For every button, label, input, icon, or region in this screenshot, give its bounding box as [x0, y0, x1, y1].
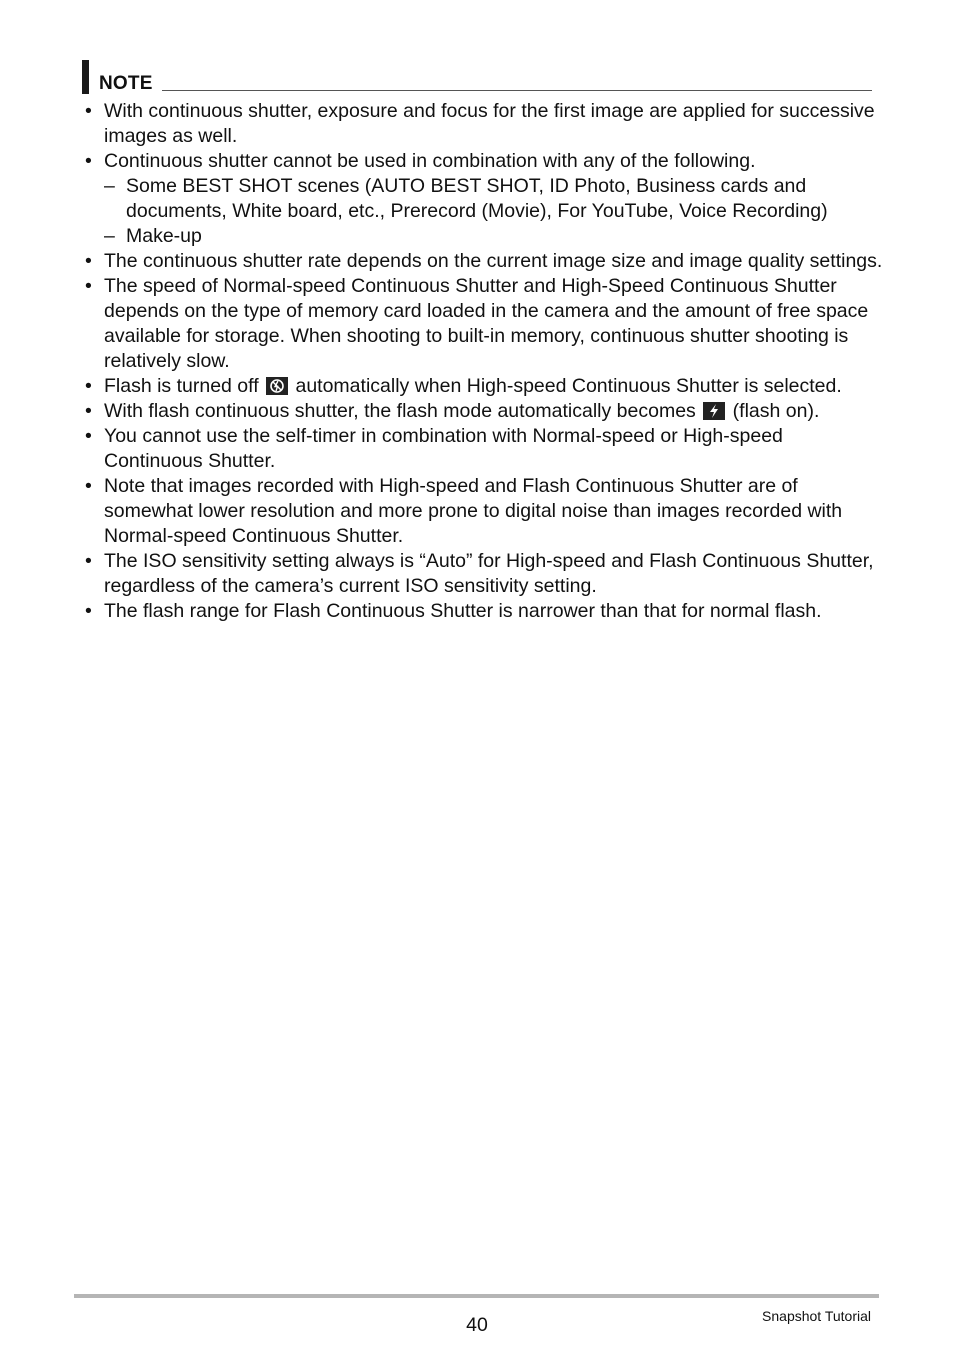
- note-title: NOTE: [99, 73, 153, 94]
- note-item-text: The speed of Normal-speed Continuous Shutter and High-Speed Continuous Shutter depends on the type of memory card loaded in the camera and the amount of free space available for storage. When shooting to built-in memory, continuous shutter shooting is relatively slow.: [104, 275, 869, 372]
- note-item-text: You cannot use the self-timer in combination with Normal-speed or High-speed Continuous Shutter.: [104, 425, 783, 472]
- note-subitem: [84, 174, 884, 224]
- note-item: [84, 99, 884, 149]
- note-subitem-text: Some BEST SHOT scenes (AUTO BEST SHOT, ID Photo, Business cards and documents, White board, etc., Prerecord (Movie), For YouTube, Voice Recording): [126, 175, 828, 222]
- note-item: [84, 424, 884, 474]
- note-item-text-before: With flash continuous shutter, the flash mode automatically becomes: [104, 400, 696, 422]
- note-header: [82, 60, 872, 94]
- note-item: [84, 374, 884, 399]
- bullet-icon: •: [85, 550, 92, 572]
- bullet-icon: •: [85, 100, 92, 122]
- bullet-icon: •: [85, 375, 92, 397]
- note-item-text: Continuous shutter cannot be used in combination with any of the following.: [104, 150, 756, 172]
- bullet-icon: •: [85, 400, 92, 422]
- note-item: [84, 474, 884, 549]
- bullet-icon: •: [85, 425, 92, 447]
- note-item-text-after: automatically when High-speed Continuous Shutter is selected.: [295, 375, 842, 397]
- page-number: 40: [466, 1314, 488, 1336]
- note-item: [84, 399, 884, 424]
- note-item: [84, 599, 884, 624]
- note-marker-bar: [82, 60, 89, 94]
- note-item-text-before: Flash is turned off: [104, 375, 259, 397]
- bullet-icon: •: [85, 475, 92, 497]
- dash-icon: –: [104, 225, 115, 247]
- note-item-text: Note that images recorded with High-speed and Flash Continuous Shutter are of somewhat lower resolution and more prone to digital noise than images recorded with Normal-speed Continuous Shutter.: [104, 475, 843, 547]
- footer-divider: [74, 1294, 879, 1298]
- flash-on-icon: [703, 402, 725, 420]
- note-list: [84, 99, 884, 624]
- dash-icon: –: [104, 175, 115, 197]
- note-item-text-after: (flash on).: [732, 400, 820, 422]
- note-item: [84, 249, 884, 274]
- note-item: [84, 274, 884, 374]
- bullet-icon: •: [85, 275, 92, 297]
- note-item: [84, 149, 884, 174]
- bullet-icon: •: [85, 600, 92, 622]
- note-subitem-text: Make-up: [126, 225, 202, 247]
- note-item-text: The continuous shutter rate depends on the current image size and image quality settings.: [104, 250, 883, 272]
- note-subitem: [84, 224, 884, 249]
- note-item: [84, 549, 884, 599]
- note-item-text: The ISO sensitivity setting always is “Auto” for High-speed and Flash Continuous Shutter, regardless of the camera’s current ISO sensitivity setting.: [104, 550, 874, 597]
- bullet-icon: •: [85, 150, 92, 172]
- note-item-text: With continuous shutter, exposure and focus for the first image are applied for successive images as well.: [104, 100, 875, 147]
- bullet-icon: •: [85, 250, 92, 272]
- flash-off-icon: [266, 377, 288, 395]
- section-title: Snapshot Tutorial: [762, 1308, 871, 1324]
- note-divider: [162, 90, 872, 91]
- note-item-text: The flash range for Flash Continuous Shutter is narrower than that for normal flash.: [104, 600, 822, 622]
